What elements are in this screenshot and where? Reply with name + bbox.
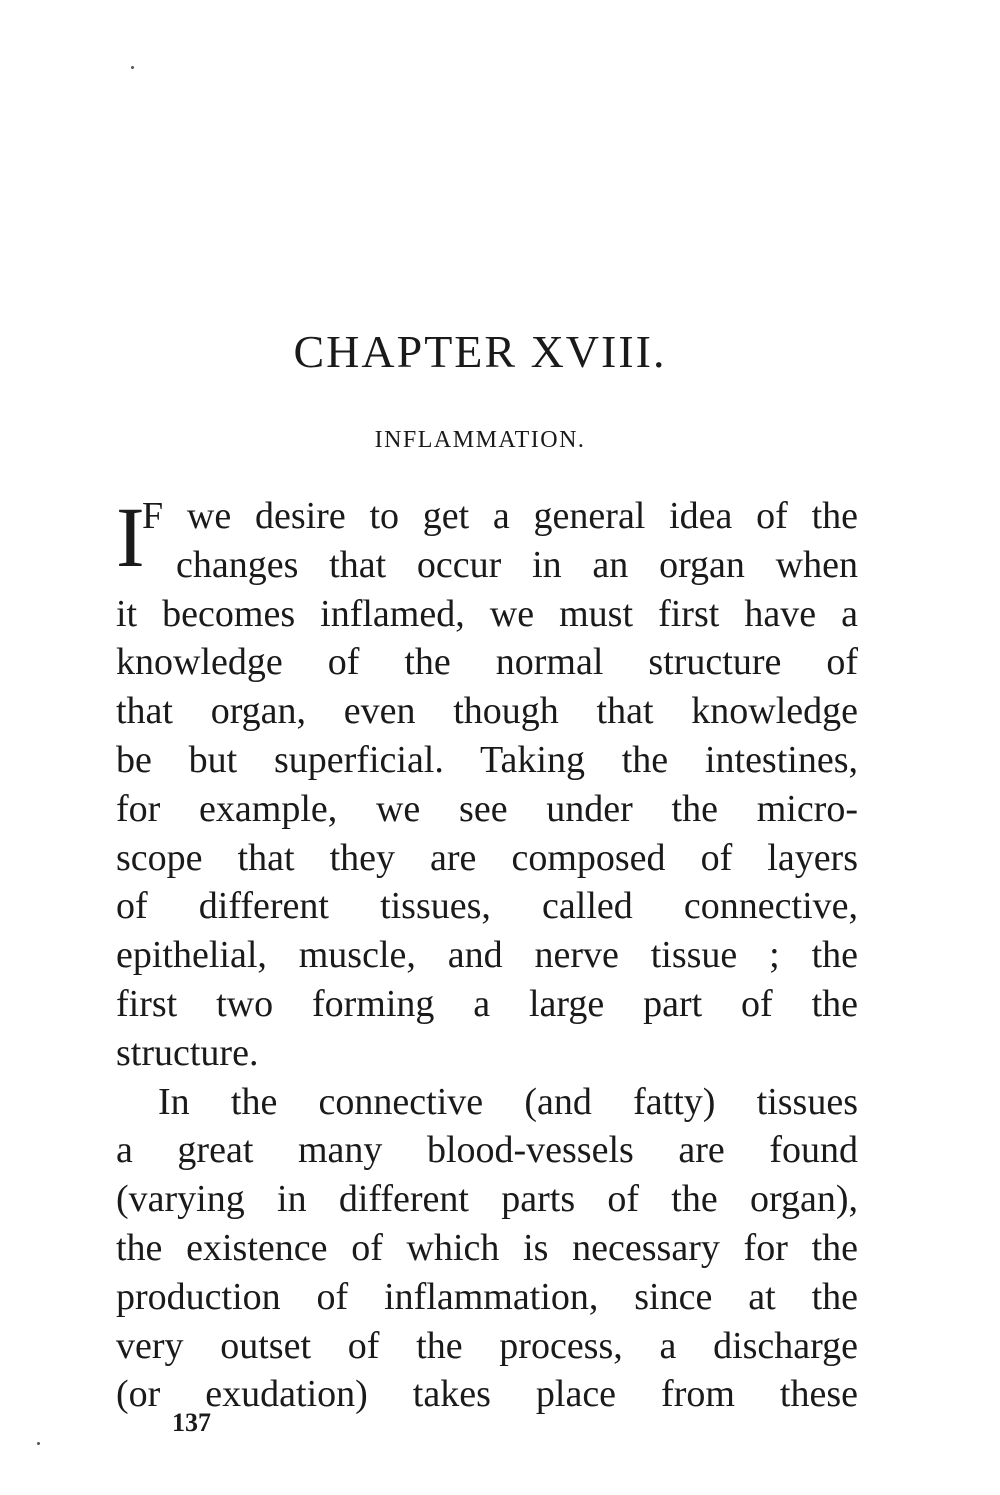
text-line: changes that occur in an organ when (176, 543, 858, 586)
chapter-title (0, 322, 1000, 382)
text-line: be but superficial. Taking the intestines, (116, 738, 858, 781)
text-line: F we desire to get a general idea of the (142, 495, 858, 537)
text-line: very outset of the process, a discharge (116, 1324, 858, 1367)
text-line: (or exudation) takes place from these (116, 1373, 858, 1416)
section-heading-text: INFLAMMATION. (374, 427, 586, 453)
text-line: structure. (116, 1031, 259, 1074)
text-line: that organ, even though that knowledge (116, 690, 858, 733)
section-heading (0, 420, 1000, 460)
text-line: the existence of which is necessary for the (116, 1226, 858, 1269)
text-line: (varying in different parts of the organ), (116, 1178, 858, 1221)
text-line: In the connective (and fatty) tissues (158, 1080, 858, 1123)
text-line: it becomes inflamed, we must first have a (116, 592, 858, 635)
scan-speck (131, 66, 134, 69)
text-line: scope that they are composed of layers (116, 836, 858, 879)
chapter-title-text: CHAPTER XVIII. (293, 326, 667, 377)
text-line: knowledge of the normal structure of (116, 641, 858, 684)
text-line: first two forming a large part of the (116, 982, 858, 1025)
text-line: for example, we see under the micro- (116, 787, 858, 830)
scan-speck (37, 1442, 40, 1445)
text-line: of different tissues, called connective, (116, 885, 858, 928)
text-line: production of inflammation, since at the (116, 1275, 858, 1318)
page-number: 137 (172, 1408, 211, 1437)
text-line: a great many blood-vessels are found (116, 1129, 858, 1172)
body-text (116, 489, 858, 1419)
drop-cap: I (116, 489, 145, 585)
text-line: epithelial, muscle, and nerve tissue ; the (116, 934, 858, 977)
